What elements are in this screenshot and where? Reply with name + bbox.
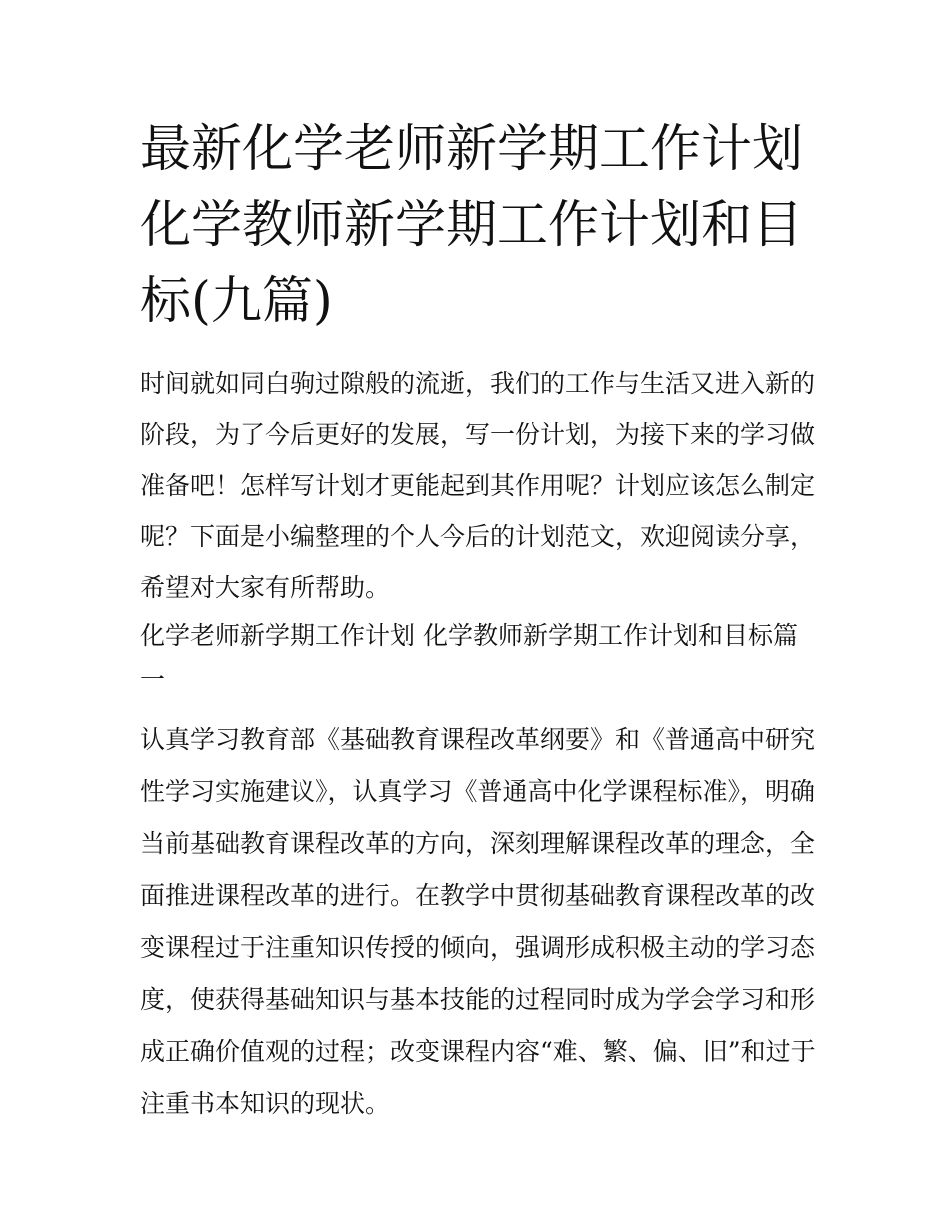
intro-paragraph: 时间就如同白驹过隙般的流逝，我们的工作与生活又进入新的阶段，为了今后更好的发展，写一份计划，为接下来的学习做准备吧！怎样写计划才更能起到其作用呢？计划应该怎么制定呢？下面是小编整理的个人今后的计划范文，欢迎阅读分享，希望对大家有所帮助。: [140, 369, 816, 602]
body-paragraph: 认真学习教育部《基础教育课程改革纲要》和《普通高中研究性学习实施建议》，认真学习《普通高中化学课程标准》，明确当前基础教育课程改革的方向，深刻理解课程改革的理念，全面推进课程改革的进行。在教学中贯彻基础教育课程改革的改变课程过于注重知识传授的倾向，强调形成积极主动的学习态度，使获得基础知识与基本技能的过程同时成为学会学习和形成正确价值观的过程；改变课程内容“难、繁、偏、旧”和过于注重书本知识的现状。: [140, 725, 816, 1118]
document-title: 最新化学老师新学期工作计划 化学教师新学期工作计划和目标(九篇): [140, 120, 804, 331]
section-heading: 化学老师新学期工作计划 化学教师新学期工作计划和目标篇一: [140, 621, 798, 694]
